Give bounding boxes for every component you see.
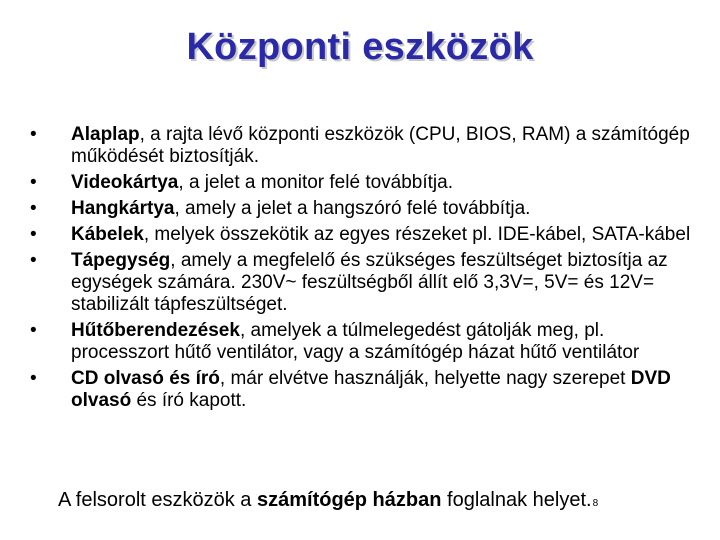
bullet-icon: • [30,320,37,341]
bullet-icon: • [30,124,37,145]
list-item [28,250,698,316]
item-text: , amely a jelet a hangszóró felé továbbítja. [174,198,531,219]
slide-title: Központi eszközök [186,26,534,68]
item-text: , már elvétve használják, helyette nagy szerepet [219,368,631,389]
list-item [28,224,698,246]
item-text: , a rajta lévő központi eszközök (CPU, BIOS, RAM) a számítógép működését biztosítják. [71,124,690,167]
item-text-secondary: és író kapott. [131,390,247,411]
bullet-icon: • [30,250,37,271]
item-text: , a jelet a monitor felé továbbítja. [178,172,453,193]
footer-text-after: foglalnak helyet. [441,489,592,511]
bullet-icon: • [30,224,37,245]
bullet-icon: • [30,368,37,389]
item-term: Kábelek [71,224,144,245]
item-text: , amely a megfelelő és szükséges feszültséget biztosítja az egységek számára. 230V~ feszültségből állít elő 3,3V=, 5V= és 12V= stabilizált tápfeszültséget. [71,250,668,315]
item-term: Alaplap [71,124,140,145]
footer-strong: számítógép házban [256,489,442,511]
item-term: CD olvasó és író [71,368,220,389]
list-item [28,172,698,194]
item-text: , melyek összekötik az egyes részeket pl. IDE-kábel, SATA-kábel [143,224,691,245]
item-term: Videokártya [71,172,179,193]
footer-text-before: A felsorolt eszközök a [58,489,257,511]
list-item [28,124,698,168]
bullet-list [28,124,698,416]
list-item [28,368,698,412]
list-item [28,198,698,220]
footer-note [58,488,698,516]
list-item [28,320,698,364]
item-term: Hangkártya [71,198,175,219]
bullet-icon: • [30,198,37,219]
bullet-icon: • [30,172,37,193]
item-text: , amelyek a túlmelegedést gátolják meg, pl. processzort hűtő ventilátor, vagy a számítógép házat hűtő ventilátor [71,320,640,363]
page-number: 8 [592,498,599,509]
item-term: Hűtőberendezések [71,320,240,341]
item-term-secondary: DVD olvasó [71,368,671,411]
item-term: Tápegység [71,250,171,271]
